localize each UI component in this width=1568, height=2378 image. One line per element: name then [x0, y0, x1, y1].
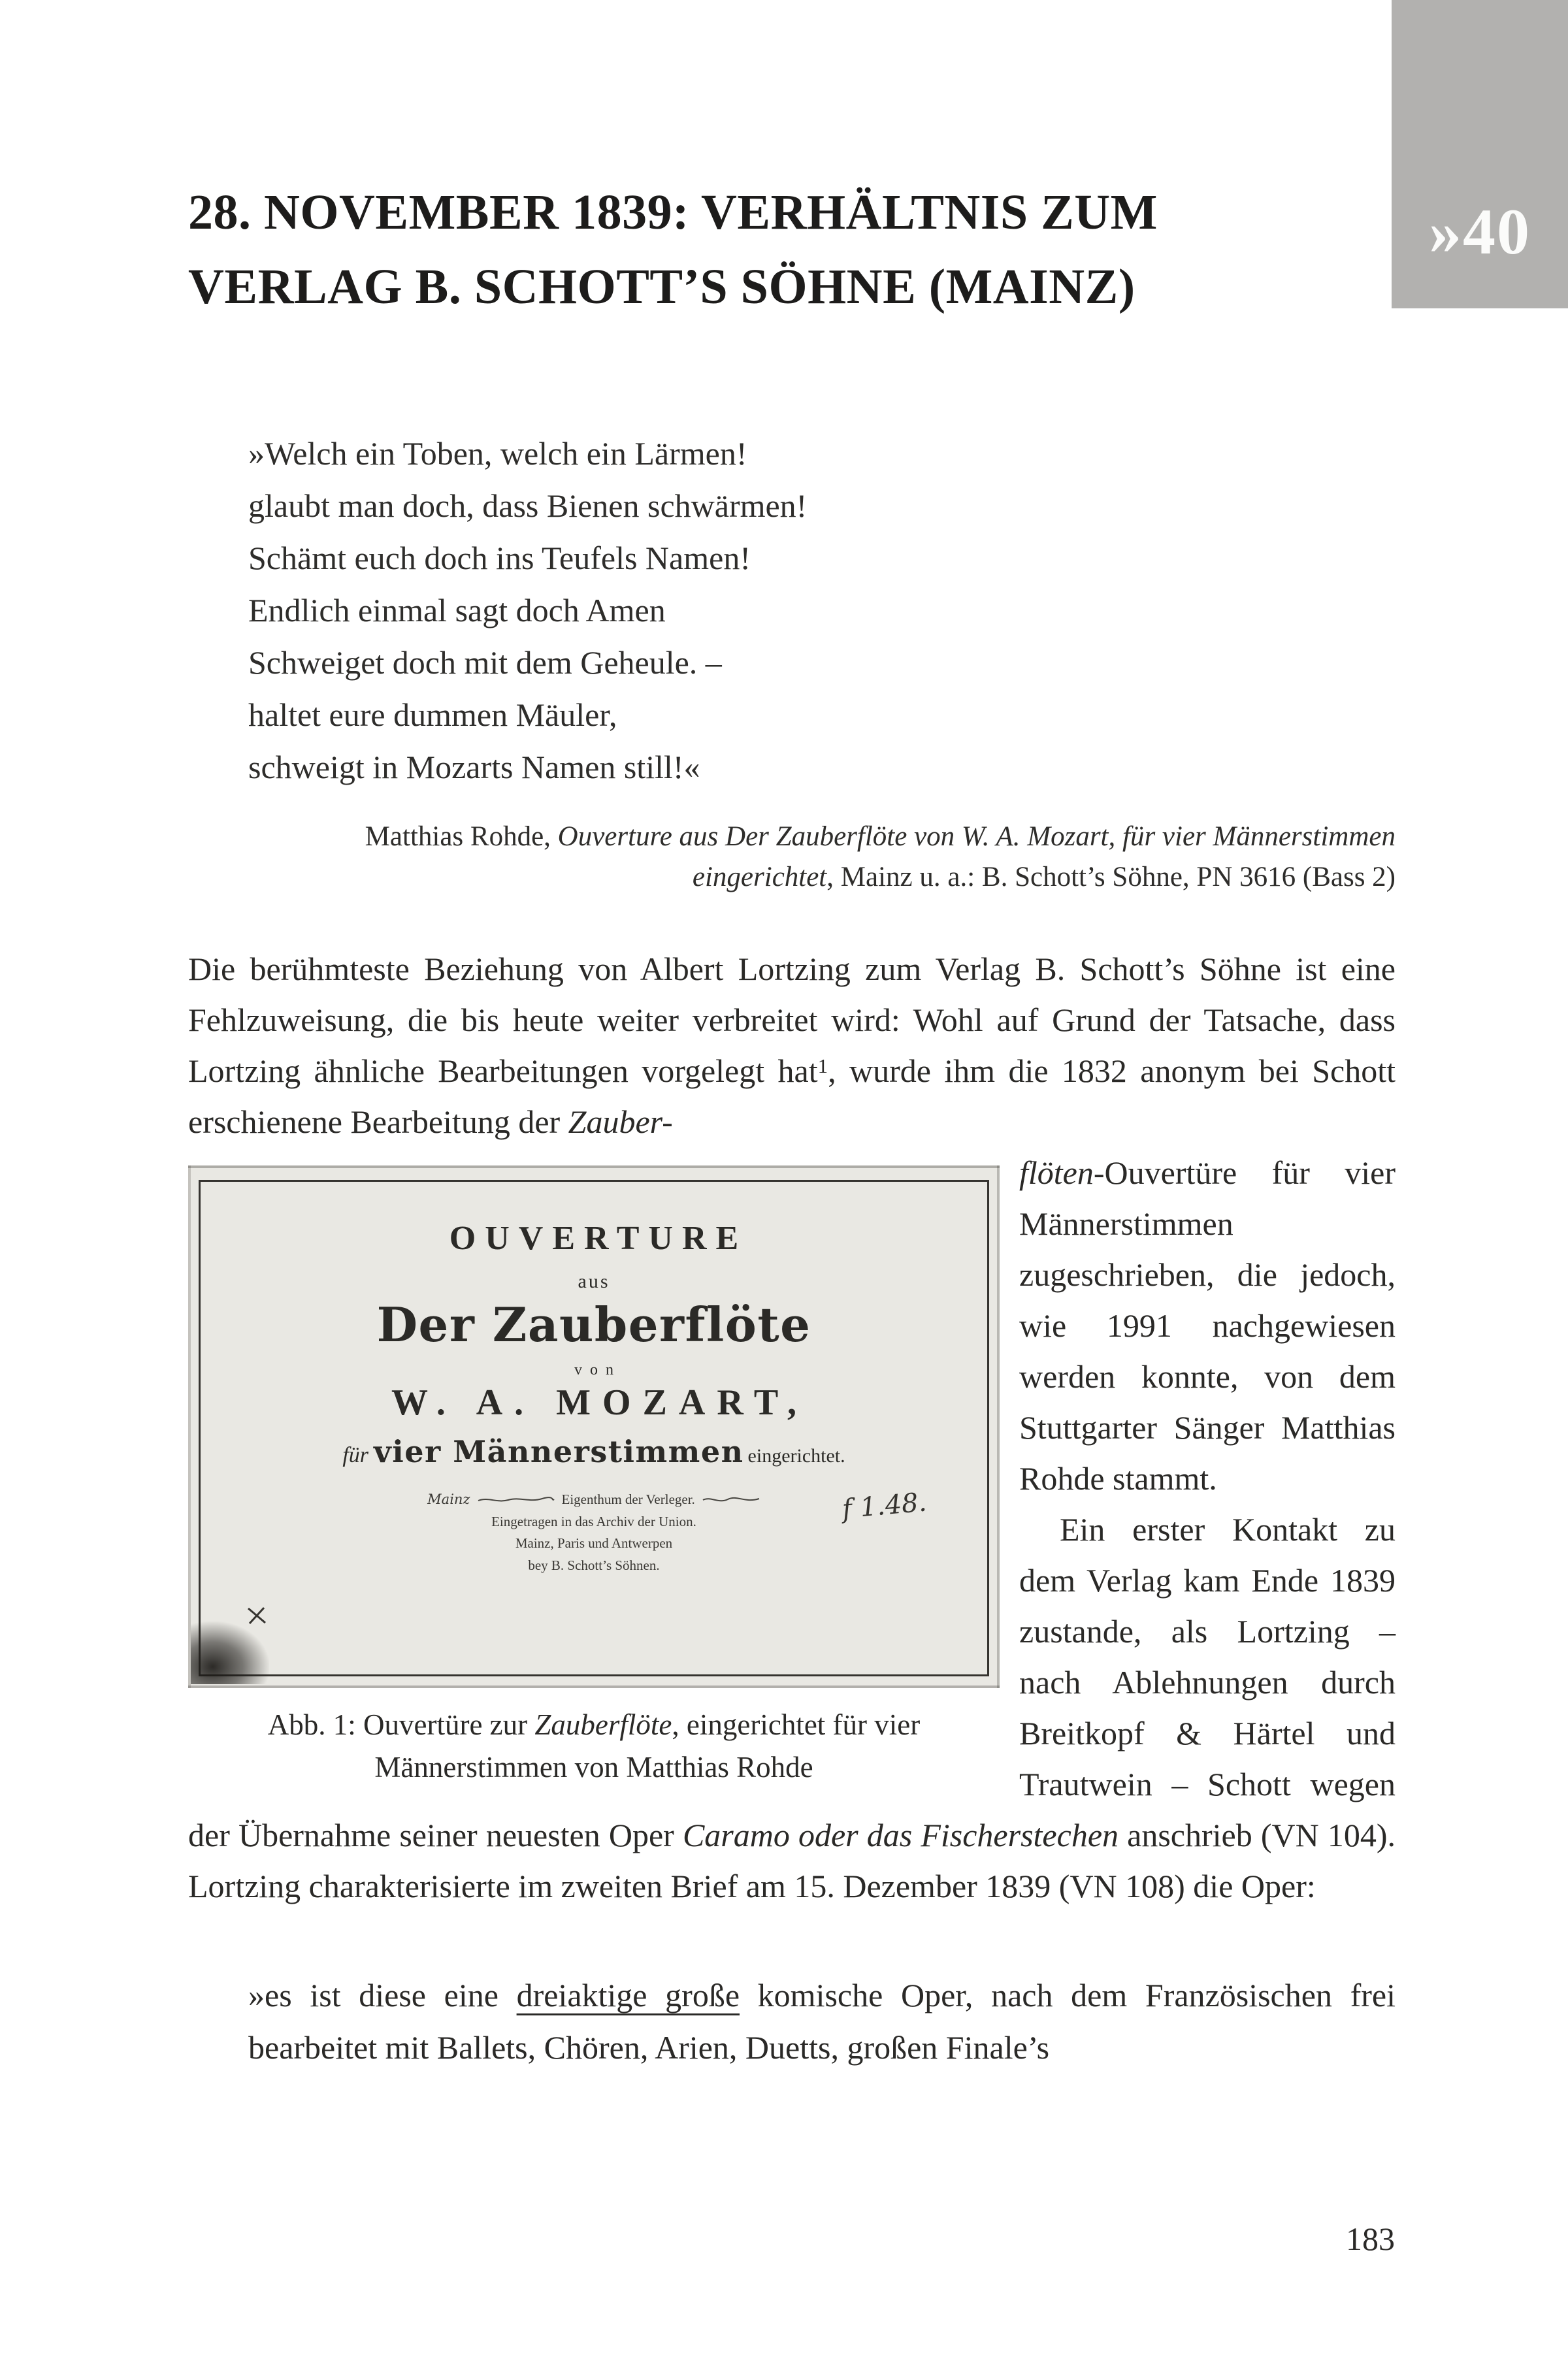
attribution-work-title: Ouverture aus Der Zauberflöte von W. A. Mozart, für vier Männerstimmen eingerichtet: [557, 821, 1396, 892]
imprint-archive-note: Eingetragen in das Archiv der Union.: [491, 1513, 696, 1529]
caption-text-b: , eingerichtet für vier Männerstimmen von Matthias Rohde: [374, 1708, 921, 1784]
handwriting-scribble: [702, 1495, 760, 1505]
quote-underlined-phrase: dreiaktige große: [516, 1977, 740, 2013]
plate-arr-tail: eingerichtet.: [747, 1445, 845, 1467]
page-number: 183: [1346, 2221, 1395, 2257]
chapter-marker-tab: [1392, 0, 1568, 308]
attribution-author: Matthias Rohde,: [365, 821, 558, 852]
poem-line: »Welch ein Toben, welch ein Lärmen!: [248, 435, 747, 472]
chapter-number: »40: [1429, 195, 1531, 268]
handwritten-price: f 1.48.: [840, 1487, 928, 1525]
body-paragraph-1: [188, 943, 1396, 1147]
caption-text-a: Abb. 1: Ouvertüre zur: [267, 1708, 535, 1741]
para2-text-b: anschrieb (VN 104). Lortzing charakterisierte im zweiten Brief am 15. Dezember 1839 (VN 108) die Oper:: [188, 1817, 1396, 1904]
poem-line: haltet eure dummen Mäuler,: [248, 696, 617, 733]
poem-line: glaubt man doch, dass Bienen schwärmen!: [248, 487, 808, 524]
epigraph-attribution: [285, 817, 1396, 898]
plate-imprint-row1: [427, 1489, 760, 1511]
plate-arrangement-line: [342, 1434, 845, 1469]
ink-mark: [246, 1606, 269, 1625]
handwritten-city: Mainz: [427, 1491, 470, 1507]
chapter-title-line1: 28. NOVEMBER 1839: VERHÄLTNIS ZUM: [188, 185, 1158, 240]
plate-arr-fuer: für: [342, 1443, 369, 1467]
chapter-title-line2: VERLAG B. SCHOTT’S SÖHNE (MAINZ): [188, 259, 1135, 314]
letter-quote: [248, 1969, 1396, 2074]
plate-title: OUVERTURE: [449, 1220, 748, 1257]
para1b-text: -Ouvertüre für vier Männerstimmen zugeschrieben, die jedoch, wie 1991 nachgewiesen werden konnte, von dem Stuttgarter Sänger Matthias Rohde stammt.: [1019, 1154, 1396, 1497]
poem-line: schweigt in Mozarts Namen still!«: [248, 749, 700, 785]
page-content: [188, 175, 1396, 2074]
plate-aus: aus: [578, 1271, 610, 1292]
figure-caption: [188, 1704, 1000, 1789]
imprint-publisher: bey B. Schott’s Söhnen.: [528, 1557, 660, 1573]
plate-imprint: [427, 1489, 760, 1576]
para1b-work-title-part: flöten: [1019, 1154, 1094, 1191]
quote-text-b: komische Oper, nach dem Französischen frei bearbeitet mit Ballets, Chören, Arien, Duetts, großen Finale’s: [248, 1977, 1396, 2066]
poem-line: Schweiget doch mit dem Geheule. –: [248, 644, 722, 681]
attribution-publisher: , Mainz u. a.: B. Schott’s Söhne, PN 3616 (Bass 2): [826, 862, 1396, 892]
poem-line: Endlich einmal sagt doch Amen: [248, 592, 666, 628]
chapter-title: [188, 175, 1396, 324]
poem-line: Schämt euch doch ins Teufels Namen!: [248, 540, 751, 576]
plate-composer-name: W. A. MOZART,: [391, 1382, 809, 1423]
plate-von: von: [574, 1361, 621, 1378]
quote-text-a: »es ist diese eine: [248, 1977, 517, 2013]
imprint-ownership: Eigenthum der Verleger.: [561, 1491, 695, 1507]
para1-text-b: , wurde ihm die 1832 anonym bei Schott erschienene Bearbeitung der: [188, 1052, 1396, 1140]
para2-opera-title: Caramo oder das Fischerstechen: [682, 1817, 1119, 1853]
figure-zauberfloete-title-page-scan: [188, 1165, 1000, 1789]
epigraph-poem: [248, 427, 1396, 793]
scan-image: [188, 1165, 1000, 1688]
scan-printed-content: [205, 1185, 983, 1671]
plate-work-title: Der Zauberflöte: [376, 1297, 811, 1352]
footnote-marker: 1: [817, 1054, 828, 1078]
caption-work-title: Zauberflöte: [534, 1708, 672, 1741]
handwriting-scribble: [477, 1495, 555, 1505]
imprint-cities: Mainz, Paris und Antwerpen: [515, 1535, 673, 1552]
para1-work-title-part: Zauber-: [568, 1103, 673, 1140]
para2-text-a: Ein erster Kontakt zu dem Verlag kam Ende 1839 zustande, als Lortzing – nach Ablehnungen durch Breitkopf & Härtel und Trautwein – Schott wegen der Übernahme seiner neuesten Oper: [188, 1511, 1396, 1853]
para1-text-a: Die berühmteste Beziehung von Albert Lortzing zum Verlag B. Schott’s Söhne ist eine Fehlzuweisung, die bis heute weiter verbreitet wird: Wohl auf Grund der Tatsache, dass Lortzing ähnliche Bearbeitungen vorgelegt hat: [188, 951, 1396, 1089]
plate-arr-main: vier Männerstimmen: [374, 1434, 744, 1469]
